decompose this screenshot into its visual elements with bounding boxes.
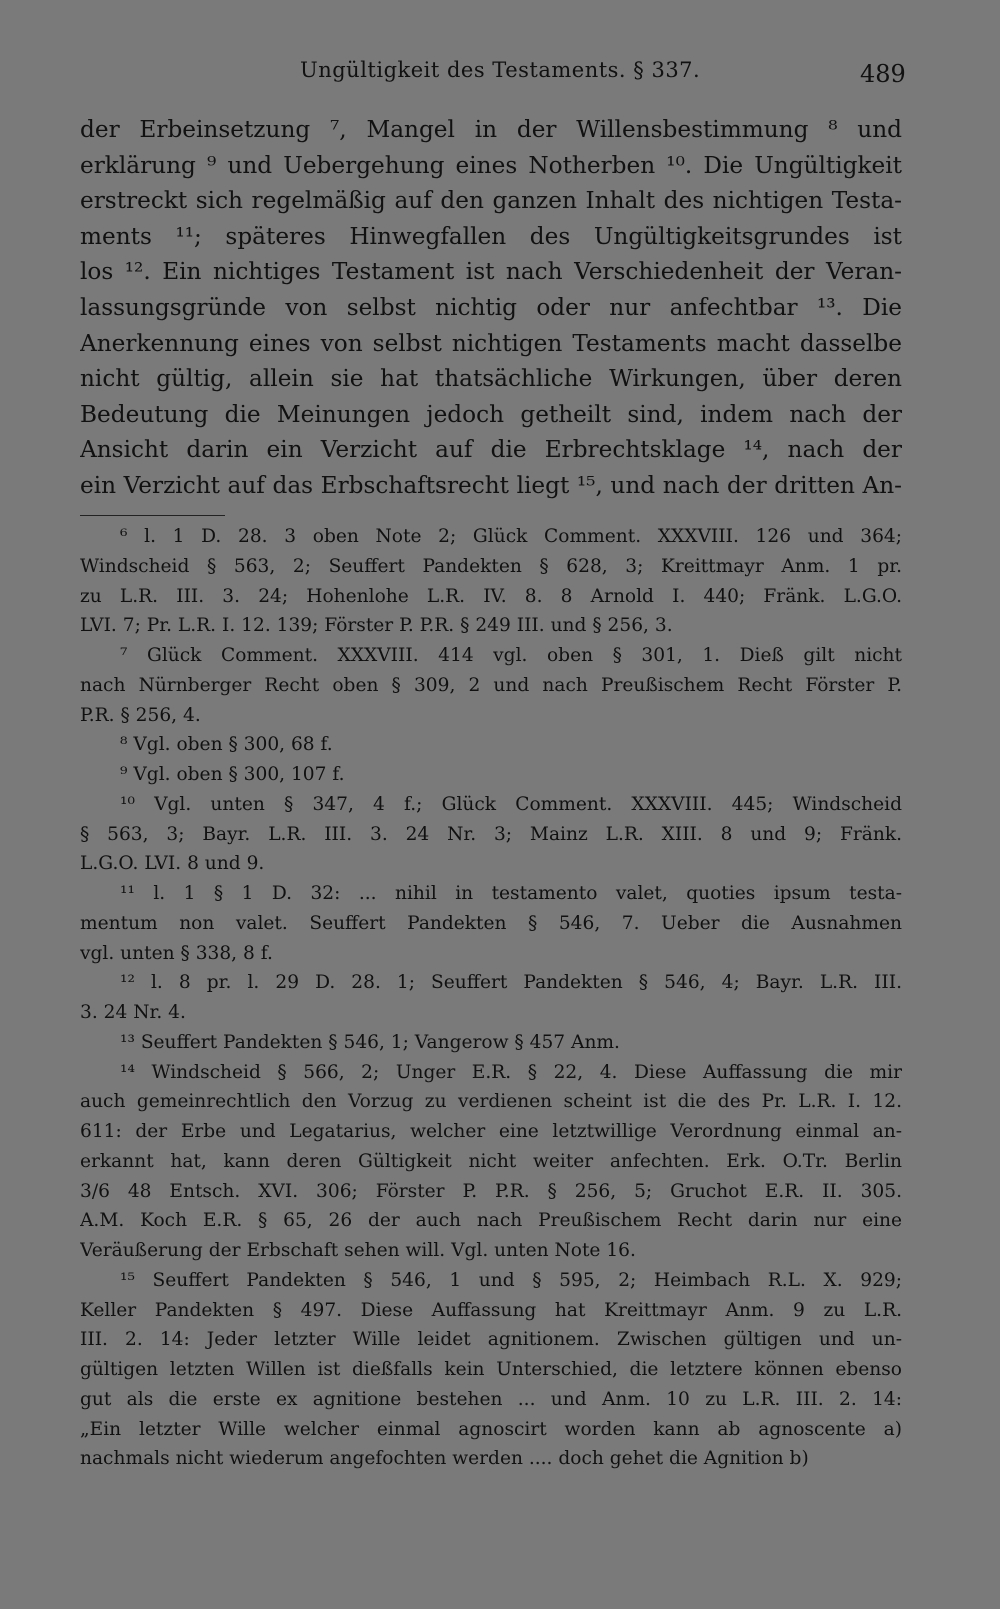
- footnote-line: Veräußerung der Erbschaft sehen will. Vgl. unten Note 16.: [80, 1240, 636, 1261]
- footnote-line: ¹⁵ Seuffert Pandekten § 546, 1 und § 595, 2; Heimbach R.L. X. 929;: [120, 1269, 902, 1291]
- footnote-line: ⁹ Vgl. oben § 300, 107 f.: [120, 764, 345, 785]
- footnote-line: „Ein letzter Wille welcher einmal agnoscirt worden kann ab agnoscente a): [80, 1418, 902, 1440]
- footnote-line: gut als die erste ex agnitione bestehen ... und Anm. 10 zu L.R. III. 2. 14:: [80, 1388, 902, 1410]
- footnote-line: 3. 24 Nr. 4.: [80, 1002, 186, 1023]
- body-line: Anerkennung eines von selbst nichtigen Testaments macht dasselbe: [80, 329, 902, 357]
- body-line: nicht gültig, allein sie hat thatsächliche Wirkungen, über deren: [80, 365, 902, 393]
- body-line: Bedeutung die Meinungen jedoch getheilt sind, indem nach der: [80, 400, 902, 428]
- footnote-line: 3/6 48 Entsch. XVI. 306; Förster P. P.R. § 256, 5; Gruchot E.R. II. 305.: [80, 1180, 902, 1202]
- body-line: erklärung ⁹ und Uebergehung eines Notherben ¹⁰. Die Ungültigkeit: [80, 151, 902, 179]
- footnote-line: gültigen letzten Willen ist dießfalls kein Unterschied, die letztere können ebenso: [80, 1359, 902, 1380]
- footnote-line: auch gemeinrechtlich den Vorzug zu verdienen scheint ist die des Pr. L.R. I. 12.: [80, 1091, 902, 1113]
- footnote: [80, 522, 902, 641]
- footnote: [80, 790, 902, 879]
- footnote-line: P.R. § 256, 4.: [80, 704, 201, 726]
- page-header: [0, 58, 1000, 98]
- footnote-line: III. 2. 14: Jeder letzter Wille leidet agnitionem. Zwischen gültigen und un-: [80, 1329, 902, 1351]
- running-title: Ungültigkeit des Testaments. § 337.: [300, 58, 701, 82]
- footnote-line: A.M. Koch E.R. § 65, 26 der auch nach Preußischem Recht darin nur eine: [80, 1210, 902, 1232]
- footnote-line: nach Nürnberger Recht oben § 309, 2 und nach Preußischem Recht Förster P.: [80, 674, 902, 696]
- page-number: 489: [860, 60, 906, 88]
- body-line: der Erbeinsetzung ⁷, Mangel in der Willensbestimmung ⁸ und: [80, 116, 902, 143]
- footnote-line: Windscheid § 563, 2; Seuffert Pandekten § 628, 3; Kreittmayr Anm. 1 pr.: [80, 555, 902, 577]
- footnote-line: ¹³ Seuffert Pandekten § 546, 1; Vangerow § 457 Anm.: [120, 1031, 620, 1053]
- footnote-line: ⁸ Vgl. oben § 300, 68 f.: [120, 734, 333, 756]
- footnote-line: § 563, 3; Bayr. L.R. III. 3. 24 Nr. 3; Mainz L.R. XIII. 8 und 9; Fränk.: [80, 823, 902, 845]
- body-line: Ansicht darin ein Verzicht auf die Erbrechtsklage ¹⁴, nach der: [80, 436, 902, 464]
- footnote-separator: [80, 515, 225, 516]
- footnote-line: zu L.R. III. 3. 24; Hohenlohe L.R. IV. 8. 8 Arnold I. 440; Fränk. L.G.O.: [80, 585, 902, 607]
- footnote: [80, 968, 902, 1028]
- footnote-line: ⁷ Glück Comment. XXXVIII. 414 vgl. oben § 301, 1. Dieß gilt nicht: [120, 645, 902, 666]
- body-line: ments ¹¹; späteres Hinwegfallen des Ungültigkeitsgrundes ist: [80, 222, 902, 250]
- footnote: [80, 1266, 902, 1474]
- footnote-line: LVI. 7; Pr. L.R. I. 12. 139; Förster P. P.R. § 249 III. und § 256, 3.: [80, 615, 673, 637]
- body-line: lassungsgründe von selbst nichtig oder nur anfechtbar ¹³. Die: [80, 293, 902, 321]
- footnote-line: ¹² l. 8 pr. l. 29 D. 28. 1; Seuffert Pandekten § 546, 4; Bayr. L.R. III.: [120, 972, 902, 994]
- footnote-line: Keller Pandekten § 497. Diese Auffassung hat Kreittmayr Anm. 9 zu L.R.: [80, 1299, 902, 1321]
- footnotes: [80, 522, 902, 1474]
- footnote: [80, 1058, 902, 1266]
- footnote-line: ⁶ l. 1 D. 28. 3 oben Note 2; Glück Comment. XXXVIII. 126 und 364;: [120, 526, 902, 547]
- footnote-line: 611: der Erbe und Legatarius, welcher eine letztwillige Verordnung einmal an-: [80, 1121, 902, 1142]
- footnote-line: vgl. unten § 338, 8 f.: [80, 942, 273, 964]
- footnote-line: mentum non valet. Seuffert Pandekten § 546, 7. Ueber die Ausnahmen: [80, 912, 902, 934]
- body-line: erstreckt sich regelmäßig auf den ganzen Inhalt des nichtigen Testa-: [80, 187, 902, 215]
- footnote-line: ¹¹ l. 1 § 1 D. 32: ... nihil in testamento valet, quoties ipsum testa-: [120, 883, 902, 904]
- footnote: [80, 760, 902, 790]
- body-line: ein Verzicht auf das Erbschaftsrecht liegt ¹⁵, und nach der dritten An-: [80, 471, 902, 499]
- footnote-line: ¹⁰ Vgl. unten § 347, 4 f.; Glück Comment. XXXVIII. 445; Windscheid: [120, 793, 902, 815]
- footnote: [80, 730, 902, 760]
- footnote: [80, 1028, 902, 1058]
- footnote-line: nachmals nicht wiederum angefochten werden .... doch gehet die Agnition b): [80, 1448, 809, 1470]
- body-line: los ¹². Ein nichtiges Testament ist nach Verschiedenheit der Veran-: [80, 258, 902, 286]
- footnote-line: ¹⁴ Windscheid § 566, 2; Unger E.R. § 22, 4. Diese Auffassung die mir: [120, 1061, 902, 1083]
- main-text: [80, 112, 902, 504]
- footnote-line: L.G.O. LVI. 8 und 9.: [80, 853, 265, 875]
- footnote: [80, 879, 902, 968]
- footnote-line: erkannt hat, kann deren Gültigkeit nicht weiter anfechten. Erk. O.Tr. Berlin: [80, 1150, 902, 1172]
- footnote: [80, 641, 902, 730]
